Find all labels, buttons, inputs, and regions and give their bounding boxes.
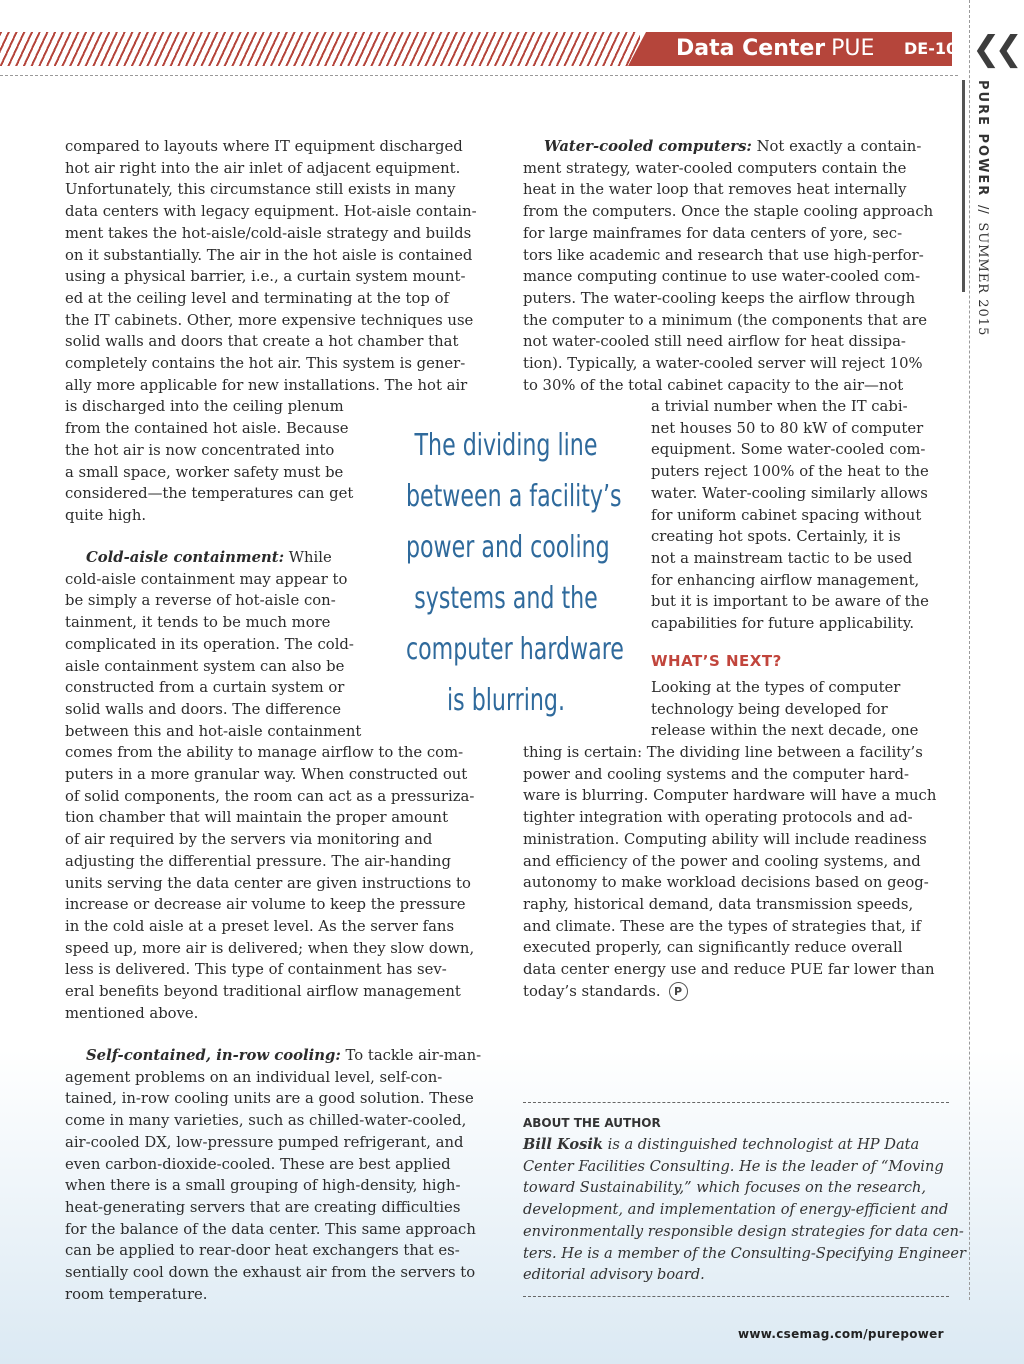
text-line: a small space, worker safety must be (65, 463, 344, 481)
text-line: tained, in-row cooling units are a good solution. These (65, 1090, 474, 1108)
col2-paragraph-whats-next-narrow (651, 677, 918, 742)
pull-quote-line: power and cooling (405, 530, 610, 565)
text-line: tors like academic and research that use high-perfor- (523, 246, 924, 264)
col2-paragraph-water-cooled (523, 136, 933, 396)
text-line: using a physical barrier, i.e., a curtain system mount- (65, 268, 466, 286)
section-heading-whats-next: WHAT’S NEXT? (651, 652, 782, 670)
bio-continuation: is a distinguished technologist at HP Data (603, 1136, 920, 1153)
text-line: release within the next decade, one (651, 722, 919, 740)
text-line: less is delivered. This type of containment has sev- (65, 961, 447, 979)
text-line: editorial advisory board. (523, 1266, 705, 1284)
text-line: can be applied to rear-door heat exchangers that es- (65, 1242, 460, 1260)
text-line: a trivial number when the IT cabi- (651, 398, 908, 415)
text-line: executed properly, can significantly reduce overall (523, 939, 903, 957)
text-line: solid walls and doors that create a hot chamber that (65, 333, 459, 351)
double-chevron-left-icon[interactable]: ❮❮ (972, 29, 1017, 69)
text-line: eral benefits beyond traditional airflow management (65, 983, 461, 1001)
text-line: ally more applicable for new installations. The hot air (65, 376, 468, 394)
magazine-name: PURE POWER (975, 80, 990, 198)
text-line: quite high. (65, 506, 147, 524)
text-line: from the contained hot aisle. Because (65, 420, 349, 438)
text-line: autonomy to make workload decisions based on geog- (523, 874, 929, 892)
lead-continuation: While (284, 549, 332, 566)
header-divider (0, 75, 958, 76)
pull-quote-line: is blurring. (447, 683, 565, 718)
text-line: technology being developed for (651, 700, 888, 718)
side-label-bar (962, 80, 965, 292)
lead-continuation: Not exactly a contain- (751, 138, 922, 155)
text-line: mentioned above. (65, 1004, 199, 1022)
text-line: sentially cool down the exhaust air from the servers to (65, 1264, 476, 1282)
lead-continuation: To tackle air-man- (340, 1047, 482, 1064)
text-line: heat in the water loop that removes heat internally (523, 181, 907, 199)
author-box-top-divider (523, 1102, 949, 1103)
text-line: in the cold aisle at a preset level. As the server fans (65, 917, 455, 935)
text-line: for the balance of the data center. This same approach (65, 1220, 476, 1238)
text-line: ministration. Computing ability will include readiness (523, 830, 927, 848)
text-line: between this and hot-aisle containment (65, 722, 362, 740)
text-line: puters. The water-cooling keeps the airflow through (523, 289, 916, 307)
text-line: air-cooled DX, low-pressure pumped refrigerant, and (65, 1133, 464, 1151)
text-line: comes from the ability to manage airflow to the com- (65, 744, 464, 762)
text-line: puters in a more granular way. When constructed out (65, 766, 468, 784)
pull-quote (405, 420, 624, 726)
text-line (65, 1045, 481, 1067)
text-line: raphy, historical demand, data transmission speeds, (523, 895, 914, 913)
text-line: power and cooling systems and the computer hard- (523, 765, 910, 783)
text-line: ed at the ceiling level and terminating at the top of (65, 289, 449, 307)
text-line: is discharged into the ceiling plenum (65, 398, 344, 416)
text-line: be simply a reverse of hot-aisle con- (65, 592, 336, 610)
text-line: ters. He is a member of the Consulting-Specifying Engineer (523, 1244, 966, 1262)
text-line: data center energy use and reduce PUE far lower than (523, 961, 935, 979)
text-line: adjusting the differential pressure. The air-handing (65, 852, 451, 870)
text-line: come in many varieties, such as chilled-water-cooled, (65, 1112, 467, 1130)
margin-divider (969, 0, 970, 1300)
text-line: and efficiency of the power and cooling systems, and (523, 852, 921, 870)
text-line: Unfortunately, this circumstance still exists in many (65, 181, 456, 199)
text-line: ment takes the hot-aisle/cold-aisle strategy and builds (65, 224, 472, 242)
text-line: constructed from a curtain system or (65, 679, 345, 697)
col1-paragraph-in-row (65, 1045, 481, 1305)
text-line: room temperature. (65, 1285, 208, 1303)
text-line: mance computing continue to use water-cooled com- (523, 268, 921, 286)
side-label (975, 80, 990, 336)
header-hatch-pattern (0, 32, 640, 66)
text-line: the IT cabinets. Other, more expensive techniques use (65, 311, 474, 329)
text-line: even carbon-dioxide-cooled. These are best applied (65, 1155, 451, 1173)
text-line: creating hot spots. Certainly, it is (651, 528, 901, 546)
col2-paragraph-whats-next (523, 742, 936, 1002)
text-line: heat-generating servers that are creating difficulties (65, 1198, 461, 1216)
text-line: thing is certain: The dividing line between a facility’s (523, 744, 923, 761)
section-title (676, 33, 874, 65)
end-mark-icon: P (669, 982, 688, 1001)
text-line: complicated in its operation. The cold- (65, 635, 354, 653)
text-line: not water-cooled still need airflow for heat dissipa- (523, 333, 906, 351)
text-line: compared to layouts where IT equipment discharged (65, 138, 463, 155)
text-line: environmentally responsible design strategies for data cen- (523, 1222, 964, 1240)
side-label-separator: // (975, 205, 990, 215)
text-line: hot air right into the air inlet of adjacent equipment. (65, 159, 461, 177)
author-box-bottom-divider (523, 1296, 949, 1297)
closing-text: today’s standards. (523, 982, 661, 1000)
text-line: for large mainframes for data centers of yore, sec- (523, 224, 903, 242)
text-line: and climate. These are the types of strategies that, if (523, 917, 921, 935)
text-line: when there is a small grouping of high-density, high- (65, 1177, 461, 1195)
text-line: agement problems on an individual level, self-con- (65, 1068, 443, 1086)
text-line (523, 1134, 966, 1156)
text-line: toward Sustainability,” which focuses on the research, (523, 1179, 927, 1197)
text-line (523, 136, 933, 158)
text-line: tainment, it tends to be much more (65, 614, 331, 632)
text-line: cold-aisle containment may appear to (65, 570, 348, 588)
author-name: Bill Kosik (523, 1136, 604, 1153)
text-line: net houses 50 to 80 kW of computer (651, 419, 924, 437)
text-line: units serving the data center are given instructions to (65, 874, 471, 892)
page-header (0, 0, 1024, 80)
author-bio (523, 1134, 966, 1286)
issue-date: SUMMER 2015 (975, 222, 990, 337)
text-line: to 30% of the total cabinet capacity to the air—not (523, 376, 904, 394)
lead-in-water-cooled: Water-cooled computers: (544, 138, 752, 155)
text-line: ware is blurring. Computer hardware will have a much (523, 787, 937, 805)
pull-quote-line: systems and the (414, 581, 598, 616)
text-line: on it substantially. The air in the hot aisle is contained (65, 246, 473, 264)
pull-quote-line: between a facility’s (405, 479, 622, 514)
text-line: for enhancing airflow management, (651, 571, 920, 589)
text-line: ment strategy, water-cooled computers contain the (523, 159, 907, 177)
text-line: increase or decrease air volume to keep the pressure (65, 896, 466, 914)
pull-quote-line: The dividing line (414, 428, 598, 463)
pull-quote-line: computer hardware (405, 632, 624, 667)
text-line: aisle containment system can also be (65, 657, 345, 675)
text-line: data centers with legacy equipment. Hot-aisle contain- (65, 203, 477, 221)
lead-in-cold-aisle: Cold-aisle containment: (86, 549, 285, 566)
text-line: of solid components, the room can act as a pressuriza- (65, 787, 475, 805)
section-title-light: PUE (831, 36, 875, 61)
text-line: from the computers. Once the staple cooling approach (523, 203, 934, 221)
page-code: DE-10 (904, 39, 958, 58)
text-line: for uniform cabinet spacing without (651, 506, 922, 524)
text-line: not a mainstream tactic to be used (651, 549, 913, 567)
text-line: Center Facilities Consulting. He is the leader of “Moving (523, 1157, 944, 1175)
text-line: the computer to a minimum (the components that are (523, 311, 928, 329)
text-line: tion chamber that will maintain the proper amount (65, 809, 449, 827)
text-line: water. Water-cooling similarly allows (651, 484, 928, 502)
section-title-bold: Data Center (676, 36, 826, 61)
text-line: considered—the temperatures can get (65, 485, 354, 503)
col2-paragraph-water-cooled-narrow (651, 396, 929, 635)
text-line: capabilities for future applicability. (651, 615, 915, 633)
text-line: puters reject 100% of the heat to the (651, 463, 929, 481)
text-line (523, 981, 936, 1003)
text-line: completely contains the hot air. This system is gener- (65, 355, 466, 373)
text-line: equipment. Some water-cooled com- (651, 441, 926, 459)
text-line: of air required by the servers via monitoring and (65, 831, 433, 849)
text-line: development, and implementation of energy-efficient and (523, 1201, 949, 1219)
text-line: tion). Typically, a water-cooled server will reject 10% (523, 355, 923, 373)
text-line: the hot air is now concentrated into (65, 441, 335, 459)
footer-url-link[interactable]: www.csemag.com/purepower (738, 1327, 944, 1341)
lead-in-in-row: Self-contained, in-row cooling: (86, 1047, 341, 1064)
text-line: but it is important to be aware of the (651, 593, 929, 611)
author-heading: ABOUT THE AUTHOR (523, 1116, 661, 1130)
text-line: Looking at the types of computer (651, 679, 901, 696)
text-line: tighter integration with operating protocols and ad- (523, 809, 913, 827)
text-line: solid walls and doors. The difference (65, 700, 342, 718)
text-line: speed up, more air is delivered; when they slow down, (65, 939, 475, 957)
